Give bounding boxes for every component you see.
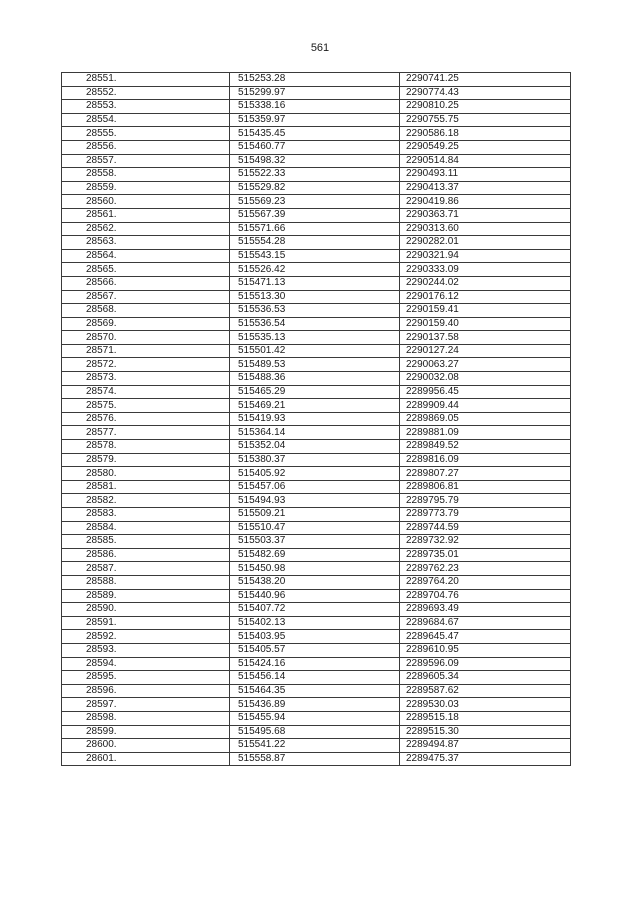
northing-cell: 2289762.23 bbox=[400, 562, 571, 576]
point-number-cell: 28567. bbox=[62, 290, 230, 304]
northing-cell: 2290755.75 bbox=[400, 113, 571, 127]
table-row bbox=[62, 276, 571, 290]
table-row bbox=[62, 548, 571, 562]
northing-cell: 2290810.25 bbox=[400, 100, 571, 114]
northing-cell: 2290176.12 bbox=[400, 290, 571, 304]
point-number-cell: 28565. bbox=[62, 263, 230, 277]
page-number: 561 bbox=[310, 42, 330, 54]
point-number-cell: 28581. bbox=[62, 480, 230, 494]
northing-cell: 2290159.41 bbox=[400, 304, 571, 318]
easting-cell: 515435.45 bbox=[230, 127, 400, 141]
point-number-cell: 28592. bbox=[62, 630, 230, 644]
point-number-cell: 28595. bbox=[62, 671, 230, 685]
point-number-cell: 28577. bbox=[62, 426, 230, 440]
easting-cell: 515543.15 bbox=[230, 249, 400, 263]
table-row bbox=[62, 249, 571, 263]
point-number-cell: 28597. bbox=[62, 698, 230, 712]
point-number-cell: 28590. bbox=[62, 603, 230, 617]
northing-cell: 2289869.05 bbox=[400, 412, 571, 426]
easting-cell: 515469.21 bbox=[230, 399, 400, 413]
point-number-cell: 28572. bbox=[62, 358, 230, 372]
easting-cell: 515407.72 bbox=[230, 603, 400, 617]
table-row bbox=[62, 671, 571, 685]
table-row bbox=[62, 508, 571, 522]
point-number-cell: 28573. bbox=[62, 372, 230, 386]
northing-cell: 2290321.94 bbox=[400, 249, 571, 263]
table-row bbox=[62, 453, 571, 467]
table-row bbox=[62, 616, 571, 630]
easting-cell: 515338.16 bbox=[230, 100, 400, 114]
easting-cell: 515510.47 bbox=[230, 521, 400, 535]
northing-cell: 2290419.86 bbox=[400, 195, 571, 209]
table-row bbox=[62, 494, 571, 508]
northing-cell: 2290774.43 bbox=[400, 86, 571, 100]
point-number-cell: 28568. bbox=[62, 304, 230, 318]
easting-cell: 515541.22 bbox=[230, 739, 400, 753]
easting-cell: 515536.54 bbox=[230, 317, 400, 331]
table-row bbox=[62, 630, 571, 644]
point-number-cell: 28580. bbox=[62, 467, 230, 481]
table-row bbox=[62, 467, 571, 481]
point-number-cell: 28561. bbox=[62, 208, 230, 222]
northing-cell: 2289605.34 bbox=[400, 671, 571, 685]
easting-cell: 515402.13 bbox=[230, 616, 400, 630]
easting-cell: 515419.93 bbox=[230, 412, 400, 426]
northing-cell: 2289645.47 bbox=[400, 630, 571, 644]
point-number-cell: 28582. bbox=[62, 494, 230, 508]
point-number-cell: 28601. bbox=[62, 752, 230, 766]
point-number-cell: 28563. bbox=[62, 236, 230, 250]
point-number-cell: 28586. bbox=[62, 548, 230, 562]
northing-cell: 2290549.25 bbox=[400, 140, 571, 154]
table-row bbox=[62, 725, 571, 739]
point-number-cell: 28587. bbox=[62, 562, 230, 576]
point-number-cell: 28569. bbox=[62, 317, 230, 331]
point-number-cell: 28600. bbox=[62, 739, 230, 753]
easting-cell: 515405.92 bbox=[230, 467, 400, 481]
northing-cell: 2290282.01 bbox=[400, 236, 571, 250]
table-row bbox=[62, 208, 571, 222]
northing-cell: 2290413.37 bbox=[400, 181, 571, 195]
point-number-cell: 28579. bbox=[62, 453, 230, 467]
easting-cell: 515554.28 bbox=[230, 236, 400, 250]
table-row bbox=[62, 290, 571, 304]
point-number-cell: 28594. bbox=[62, 657, 230, 671]
easting-cell: 515498.32 bbox=[230, 154, 400, 168]
easting-cell: 515536.53 bbox=[230, 304, 400, 318]
point-number-cell: 28588. bbox=[62, 575, 230, 589]
point-number-cell: 28552. bbox=[62, 86, 230, 100]
easting-cell: 515438.20 bbox=[230, 575, 400, 589]
northing-cell: 2290493.11 bbox=[400, 168, 571, 182]
coordinates-table bbox=[61, 72, 571, 766]
point-number-cell: 28599. bbox=[62, 725, 230, 739]
northing-cell: 2289587.62 bbox=[400, 684, 571, 698]
easting-cell: 515482.69 bbox=[230, 548, 400, 562]
table-row bbox=[62, 236, 571, 250]
point-number-cell: 28575. bbox=[62, 399, 230, 413]
easting-cell: 515299.97 bbox=[230, 86, 400, 100]
point-number-cell: 28593. bbox=[62, 643, 230, 657]
northing-cell: 2289732.92 bbox=[400, 535, 571, 549]
table-row bbox=[62, 140, 571, 154]
point-number-cell: 28589. bbox=[62, 589, 230, 603]
point-number-cell: 28571. bbox=[62, 344, 230, 358]
easting-cell: 515403.95 bbox=[230, 630, 400, 644]
northing-cell: 2289530.03 bbox=[400, 698, 571, 712]
table-row bbox=[62, 304, 571, 318]
table-row bbox=[62, 344, 571, 358]
easting-cell: 515456.14 bbox=[230, 671, 400, 685]
table-row bbox=[62, 113, 571, 127]
table-row bbox=[62, 154, 571, 168]
northing-cell: 2289515.30 bbox=[400, 725, 571, 739]
easting-cell: 515457.06 bbox=[230, 480, 400, 494]
easting-cell: 515424.16 bbox=[230, 657, 400, 671]
northing-cell: 2289956.45 bbox=[400, 385, 571, 399]
point-number-cell: 28584. bbox=[62, 521, 230, 535]
easting-cell: 515567.39 bbox=[230, 208, 400, 222]
point-number-cell: 28585. bbox=[62, 535, 230, 549]
table-row bbox=[62, 412, 571, 426]
northing-cell: 2289515.18 bbox=[400, 711, 571, 725]
point-number-cell: 28557. bbox=[62, 154, 230, 168]
northing-cell: 2289909.44 bbox=[400, 399, 571, 413]
easting-cell: 515455.94 bbox=[230, 711, 400, 725]
table-row bbox=[62, 752, 571, 766]
point-number-cell: 28564. bbox=[62, 249, 230, 263]
table-row bbox=[62, 73, 571, 87]
point-number-cell: 28553. bbox=[62, 100, 230, 114]
northing-cell: 2290244.02 bbox=[400, 276, 571, 290]
northing-cell: 2290137.58 bbox=[400, 331, 571, 345]
easting-cell: 515460.77 bbox=[230, 140, 400, 154]
point-number-cell: 28551. bbox=[62, 73, 230, 87]
easting-cell: 515495.68 bbox=[230, 725, 400, 739]
northing-cell: 2290063.27 bbox=[400, 358, 571, 372]
easting-cell: 515352.04 bbox=[230, 440, 400, 454]
easting-cell: 515380.37 bbox=[230, 453, 400, 467]
table-row bbox=[62, 575, 571, 589]
table-row bbox=[62, 317, 571, 331]
table-row bbox=[62, 195, 571, 209]
northing-cell: 2290514.84 bbox=[400, 154, 571, 168]
northing-cell: 2290127.24 bbox=[400, 344, 571, 358]
table-row bbox=[62, 603, 571, 617]
northing-cell: 2290159.40 bbox=[400, 317, 571, 331]
easting-cell: 515440.96 bbox=[230, 589, 400, 603]
easting-cell: 515571.66 bbox=[230, 222, 400, 236]
northing-cell: 2290032.08 bbox=[400, 372, 571, 386]
easting-cell: 515450.98 bbox=[230, 562, 400, 576]
northing-cell: 2290363.71 bbox=[400, 208, 571, 222]
easting-cell: 515488.36 bbox=[230, 372, 400, 386]
point-number-cell: 28578. bbox=[62, 440, 230, 454]
table-row bbox=[62, 168, 571, 182]
point-number-cell: 28583. bbox=[62, 508, 230, 522]
table-row bbox=[62, 440, 571, 454]
easting-cell: 515489.53 bbox=[230, 358, 400, 372]
table-row bbox=[62, 711, 571, 725]
northing-cell: 2290741.25 bbox=[400, 73, 571, 87]
northing-cell: 2289744.59 bbox=[400, 521, 571, 535]
point-number-cell: 28554. bbox=[62, 113, 230, 127]
northing-cell: 2289807.27 bbox=[400, 467, 571, 481]
northing-cell: 2289684.67 bbox=[400, 616, 571, 630]
easting-cell: 515253.28 bbox=[230, 73, 400, 87]
point-number-cell: 28560. bbox=[62, 195, 230, 209]
northing-cell: 2289806.81 bbox=[400, 480, 571, 494]
table-row bbox=[62, 263, 571, 277]
easting-cell: 515535.13 bbox=[230, 331, 400, 345]
northing-cell: 2289764.20 bbox=[400, 575, 571, 589]
easting-cell: 515464.35 bbox=[230, 684, 400, 698]
northing-cell: 2290313.60 bbox=[400, 222, 571, 236]
table-row bbox=[62, 535, 571, 549]
easting-cell: 515501.42 bbox=[230, 344, 400, 358]
table-row bbox=[62, 426, 571, 440]
easting-cell: 515569.23 bbox=[230, 195, 400, 209]
easting-cell: 515471.13 bbox=[230, 276, 400, 290]
table-row bbox=[62, 698, 571, 712]
easting-cell: 515522.33 bbox=[230, 168, 400, 182]
northing-cell: 2289795.79 bbox=[400, 494, 571, 508]
northing-cell: 2290586.18 bbox=[400, 127, 571, 141]
point-number-cell: 28559. bbox=[62, 181, 230, 195]
easting-cell: 515359.97 bbox=[230, 113, 400, 127]
table-row bbox=[62, 657, 571, 671]
point-number-cell: 28566. bbox=[62, 276, 230, 290]
northing-cell: 2289816.09 bbox=[400, 453, 571, 467]
northing-cell: 2289773.79 bbox=[400, 508, 571, 522]
table-row bbox=[62, 358, 571, 372]
table-row bbox=[62, 521, 571, 535]
table-row bbox=[62, 399, 571, 413]
easting-cell: 515526.42 bbox=[230, 263, 400, 277]
point-number-cell: 28576. bbox=[62, 412, 230, 426]
table-row bbox=[62, 181, 571, 195]
table-row bbox=[62, 86, 571, 100]
northing-cell: 2289693.49 bbox=[400, 603, 571, 617]
northing-cell: 2289596.09 bbox=[400, 657, 571, 671]
northing-cell: 2289849.52 bbox=[400, 440, 571, 454]
easting-cell: 515513.30 bbox=[230, 290, 400, 304]
table-row bbox=[62, 372, 571, 386]
northing-cell: 2289475.37 bbox=[400, 752, 571, 766]
easting-cell: 515364.14 bbox=[230, 426, 400, 440]
table-row bbox=[62, 127, 571, 141]
easting-cell: 515558.87 bbox=[230, 752, 400, 766]
point-number-cell: 28598. bbox=[62, 711, 230, 725]
point-number-cell: 28596. bbox=[62, 684, 230, 698]
northing-cell: 2289735.01 bbox=[400, 548, 571, 562]
easting-cell: 515465.29 bbox=[230, 385, 400, 399]
northing-cell: 2289704.76 bbox=[400, 589, 571, 603]
point-number-cell: 28570. bbox=[62, 331, 230, 345]
point-number-cell: 28591. bbox=[62, 616, 230, 630]
easting-cell: 515405.57 bbox=[230, 643, 400, 657]
table-row bbox=[62, 739, 571, 753]
table-row bbox=[62, 100, 571, 114]
easting-cell: 515529.82 bbox=[230, 181, 400, 195]
table-row bbox=[62, 562, 571, 576]
easting-cell: 515436.89 bbox=[230, 698, 400, 712]
coordinates-table-body bbox=[62, 73, 571, 766]
table-row bbox=[62, 684, 571, 698]
point-number-cell: 28556. bbox=[62, 140, 230, 154]
table-row bbox=[62, 385, 571, 399]
easting-cell: 515494.93 bbox=[230, 494, 400, 508]
point-number-cell: 28555. bbox=[62, 127, 230, 141]
table-row bbox=[62, 331, 571, 345]
northing-cell: 2289881.09 bbox=[400, 426, 571, 440]
northing-cell: 2290333.09 bbox=[400, 263, 571, 277]
point-number-cell: 28558. bbox=[62, 168, 230, 182]
table-row bbox=[62, 589, 571, 603]
table-row bbox=[62, 222, 571, 236]
northing-cell: 2289610.95 bbox=[400, 643, 571, 657]
easting-cell: 515509.21 bbox=[230, 508, 400, 522]
point-number-cell: 28574. bbox=[62, 385, 230, 399]
easting-cell: 515503.37 bbox=[230, 535, 400, 549]
table-row bbox=[62, 643, 571, 657]
point-number-cell: 28562. bbox=[62, 222, 230, 236]
table-row bbox=[62, 480, 571, 494]
northing-cell: 2289494.87 bbox=[400, 739, 571, 753]
